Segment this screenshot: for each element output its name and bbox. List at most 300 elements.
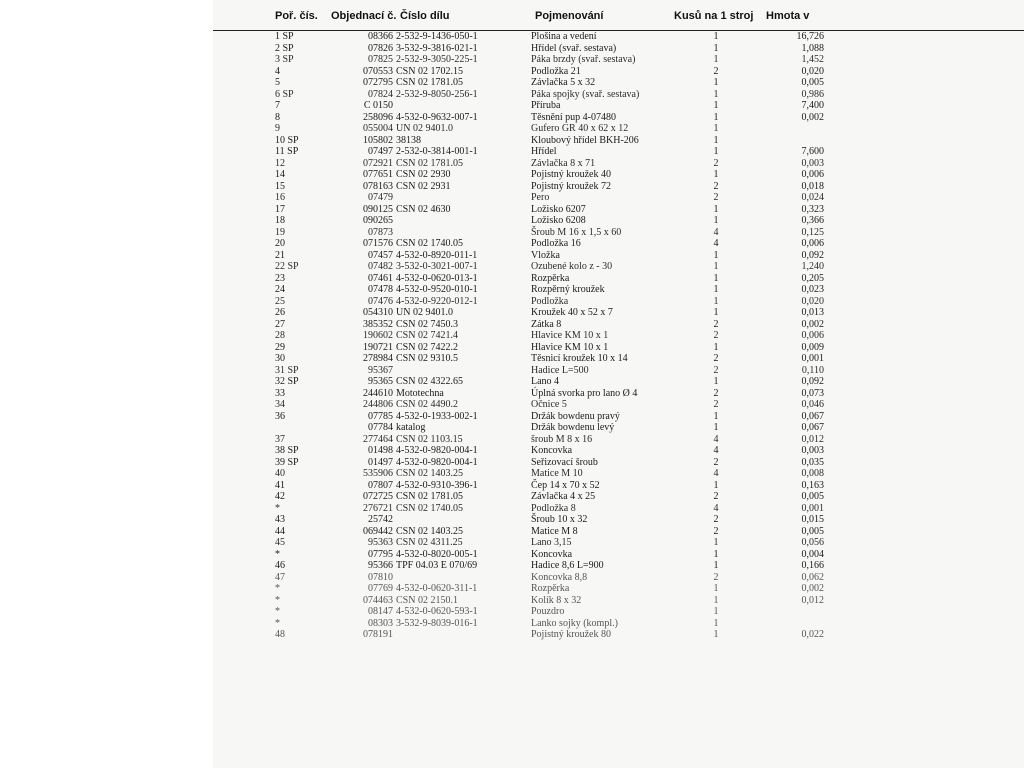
table-row [213, 273, 1024, 285]
cell-pojmenovani: Hlavice KM 10 x 1 [531, 330, 609, 341]
cell-kusu: 2 [713, 65, 719, 77]
table-row [213, 537, 1024, 549]
cell-pojmenovani: Kolík 8 x 32 [531, 594, 582, 606]
cell-cislo-dilu: 4-532-0-0620-593-1 [396, 606, 478, 617]
cell-kusu: 1 [713, 249, 719, 261]
cell-pojmenovani: Ložisko 6207 [531, 203, 586, 215]
cell-kusu: 1 [713, 341, 719, 353]
cell-kusu: 1 [713, 617, 719, 629]
table-row [213, 422, 1024, 434]
cell-por-cis: 34 [275, 399, 285, 410]
cell-por-cis: 16 [275, 192, 285, 203]
cell-hmota: 0,005 [801, 77, 824, 88]
cell-objednaci: 08303 [368, 617, 393, 629]
cell-cislo-dilu: CSN 02 4322.65 [396, 376, 463, 387]
cell-objednaci: 535906 [363, 468, 393, 479]
cell-pojmenovani: Podložka 16 [531, 238, 581, 249]
cell-pojmenovani: Čep 14 x 70 x 52 [531, 479, 600, 491]
cell-objednaci: 01498 [368, 445, 393, 456]
cell-pojmenovani: Vložka [531, 249, 560, 261]
cell-kusu: 1 [713, 272, 719, 284]
cell-cislo-dilu: 4-532-0-9820-004-1 [396, 456, 478, 468]
cell-pojmenovani: Rozpěrka [531, 583, 570, 594]
cell-hmota: 0,003 [801, 157, 824, 169]
cell-hmota: 0,006 [801, 238, 824, 249]
cell-cislo-dilu: 38138 [396, 134, 421, 146]
cell-hmota: 16,726 [796, 31, 824, 42]
cell-pojmenovani: Šroub 10 x 32 [531, 514, 588, 525]
cell-por-cis: 41 [275, 479, 285, 491]
cell-pojmenovani: Hadice 8,6 L=900 [531, 560, 604, 571]
table-row [213, 54, 1024, 66]
cell-cislo-dilu: CSN 02 9310.5 [396, 353, 458, 364]
table-row [213, 445, 1024, 457]
cell-por-cis: * [275, 617, 280, 629]
cell-objednaci: 105802 [363, 134, 393, 146]
cell-hmota: 0,163 [801, 479, 824, 491]
cell-por-cis: 23 [275, 272, 285, 284]
cell-por-cis: 30 [275, 353, 285, 364]
table-row [213, 434, 1024, 446]
cell-cislo-dilu: 4-532-0-9632-007-1 [396, 111, 478, 123]
cell-kusu: 2 [713, 157, 719, 169]
table-row [213, 388, 1024, 400]
cell-cislo-dilu: 4-532-0-9220-012-1 [396, 295, 478, 307]
cell-cislo-dilu: CSN 02 1740.05 [396, 502, 463, 514]
cell-cislo-dilu: CSN 02 7422.2 [396, 341, 458, 353]
cell-cislo-dilu: CSN 02 4311.25 [396, 537, 463, 548]
cell-hmota: 0,006 [801, 330, 824, 341]
cell-hmota: 0,002 [801, 318, 824, 330]
cell-por-cis: 1 SP [275, 31, 294, 42]
cell-por-cis: 19 [275, 226, 285, 238]
cell-por-cis: 7 [275, 100, 280, 111]
table-row [213, 112, 1024, 124]
cell-pojmenovani: Koncovka [531, 445, 573, 456]
cell-kusu: 1 [713, 88, 719, 100]
table-row [213, 353, 1024, 365]
cell-cislo-dilu: CSN 02 7450.3 [396, 318, 458, 330]
cell-kusu: 1 [713, 560, 719, 571]
cell-por-cis: * [275, 594, 280, 606]
table-header [213, 0, 1024, 31]
cell-cislo-dilu: 4-532-0-1933-002-1 [396, 410, 478, 422]
cell-por-cis: 18 [275, 215, 285, 226]
cell-cislo-dilu: CSN 02 1740.05 [396, 238, 463, 249]
cell-por-cis: * [275, 583, 280, 594]
cell-cislo-dilu: 3-532-0-3021-007-1 [396, 261, 478, 272]
cell-hmota: 0,067 [801, 410, 824, 422]
cell-hmota: 0,004 [801, 548, 824, 560]
cell-objednaci: 07784 [368, 422, 393, 433]
cell-cislo-dilu: CSN 02 4630 [396, 203, 451, 215]
parts-list-sheet [213, 0, 1024, 768]
cell-objednaci: 277464 [363, 433, 393, 445]
table-row [213, 399, 1024, 411]
cell-hmota: 0,002 [801, 111, 824, 123]
cell-pojmenovani: Závlačka 4 x 25 [531, 491, 596, 502]
cell-objednaci: 08366 [368, 31, 393, 42]
cell-kusu: 2 [713, 353, 719, 364]
cell-hmota: 0,020 [801, 295, 824, 307]
cell-objednaci: 190721 [363, 341, 393, 353]
cell-cislo-dilu: 4-532-0-9310-396-1 [396, 479, 478, 491]
cell-objednaci: 071576 [363, 238, 393, 249]
cell-objednaci: 244610 [363, 387, 393, 399]
table-row [213, 491, 1024, 503]
cell-por-cis: 14 [275, 169, 285, 180]
cell-kusu: 1 [713, 307, 719, 318]
cell-cislo-dilu: 2-532-9-3050-225-1 [396, 54, 478, 65]
cell-pojmenovani: Očnice 5 [531, 399, 567, 410]
cell-hmota: 0,005 [801, 491, 824, 502]
cell-cislo-dilu: CSN 02 4490.2 [396, 399, 458, 410]
table-row [213, 307, 1024, 319]
cell-kusu: 1 [713, 422, 719, 433]
table-row [213, 457, 1024, 469]
cell-objednaci: 08147 [368, 606, 393, 617]
cell-objednaci: 25742 [368, 514, 393, 525]
cell-kusu: 2 [713, 364, 719, 376]
cell-pojmenovani: Pouzdro [531, 606, 565, 617]
cell-objednaci: 07457 [368, 249, 393, 261]
cell-pojmenovani: Matice M 10 [531, 468, 583, 479]
cell-pojmenovani: Rozpěrný kroužek [531, 284, 605, 295]
table-row [213, 158, 1024, 170]
table-row [213, 583, 1024, 595]
cell-pojmenovani: Lano 4 [531, 376, 560, 387]
cell-kusu: 2 [713, 525, 719, 537]
cell-hmota: 0,008 [801, 468, 824, 479]
cell-kusu: 4 [713, 238, 719, 249]
cell-objednaci: 278984 [363, 353, 393, 364]
table-row [213, 238, 1024, 250]
table-row [213, 146, 1024, 158]
cell-cislo-dilu: CSN 02 2931 [396, 180, 451, 192]
table-row [213, 284, 1024, 296]
cell-kusu: 1 [713, 594, 719, 606]
cell-hmota: 0,035 [801, 456, 824, 468]
cell-objednaci: 078191 [363, 629, 393, 640]
cell-objednaci: 077651 [363, 169, 393, 180]
table-row [213, 514, 1024, 526]
cell-hmota: 1,088 [801, 42, 824, 54]
cell-por-cis: 6 SP [275, 88, 294, 100]
cell-objednaci: 07482 [368, 261, 393, 272]
table-row [213, 595, 1024, 607]
cell-kusu: 1 [713, 54, 719, 65]
cell-kusu: 1 [713, 203, 719, 215]
header-por-cis: Poř. čís. [275, 10, 318, 22]
cell-objednaci: 07769 [368, 583, 393, 594]
table-row [213, 227, 1024, 239]
cell-objednaci: 07807 [368, 479, 393, 491]
cell-hmota: 0,006 [801, 169, 824, 180]
cell-hmota: 0,056 [801, 537, 824, 548]
cell-cislo-dilu: 2-532-0-3814-001-1 [396, 146, 478, 157]
cell-kusu: 1 [713, 134, 719, 146]
cell-pojmenovani: Příruba [531, 100, 561, 111]
cell-objednaci: 276721 [363, 502, 393, 514]
cell-por-cis: 25 [275, 295, 285, 307]
cell-pojmenovani: Podložka 21 [531, 65, 581, 77]
table-row [213, 215, 1024, 227]
cell-objednaci: 190602 [363, 330, 393, 341]
cell-kusu: 4 [713, 468, 719, 479]
cell-kusu: 1 [713, 284, 719, 295]
table-row [213, 376, 1024, 388]
cell-hmota: 0,022 [801, 629, 824, 640]
cell-cislo-dilu: 3-532-9-8039-016-1 [396, 617, 478, 629]
cell-cislo-dilu: 4-532-0-9520-010-1 [396, 284, 478, 295]
table-row [213, 77, 1024, 89]
cell-cislo-dilu: CSN 02 2930 [396, 169, 451, 180]
cell-objednaci: 07461 [368, 272, 393, 284]
cell-pojmenovani: Těsnění pup 4-07480 [531, 111, 616, 123]
table-row [213, 618, 1024, 630]
table-row [213, 342, 1024, 354]
cell-kusu: 1 [713, 261, 719, 272]
table-row [213, 629, 1024, 641]
table-row [213, 250, 1024, 262]
cell-kusu: 2 [713, 491, 719, 502]
cell-por-cis: * [275, 606, 280, 617]
table-body [213, 31, 1024, 641]
cell-hmota: 0,024 [801, 192, 824, 203]
cell-hmota: 7,600 [801, 146, 824, 157]
cell-pojmenovani: Lanko sojky (kompl.) [531, 617, 618, 629]
cell-pojmenovani: Kroužek 40 x 52 x 7 [531, 307, 613, 318]
cell-por-cis: 44 [275, 525, 285, 537]
cell-objednaci: 07810 [368, 571, 393, 583]
cell-por-cis: 47 [275, 571, 285, 583]
table-row [213, 66, 1024, 78]
cell-hmota: 0,205 [801, 272, 824, 284]
cell-cislo-dilu: 4-532-0-0620-311-1 [396, 583, 478, 594]
cell-objednaci: 07824 [368, 88, 393, 100]
cell-pojmenovani: Hadice L=500 [531, 364, 589, 376]
table-row [213, 606, 1024, 618]
cell-por-cis: 15 [275, 180, 285, 192]
cell-kusu: 1 [713, 215, 719, 226]
table-row [213, 365, 1024, 377]
cell-hmota: 0,092 [801, 249, 824, 261]
cell-kusu: 1 [713, 77, 719, 88]
cell-kusu: 1 [713, 111, 719, 123]
cell-hmota: 0,012 [801, 433, 824, 445]
cell-hmota: 0,003 [801, 445, 824, 456]
cell-kusu: 1 [713, 479, 719, 491]
cell-pojmenovani: Koncovka 8,8 [531, 571, 588, 583]
cell-kusu: 1 [713, 100, 719, 111]
cell-por-cis: 11 SP [275, 146, 299, 157]
cell-pojmenovani: Ozubené kolo z - 30 [531, 261, 613, 272]
cell-kusu: 4 [713, 226, 719, 238]
cell-objednaci: 95363 [368, 537, 393, 548]
cell-por-cis: 4 [275, 65, 280, 77]
cell-kusu: 1 [713, 606, 719, 617]
cell-pojmenovani: Plošina a vedení [531, 31, 597, 42]
cell-cislo-dilu: 4-532-0-9820-004-1 [396, 445, 478, 456]
cell-por-cis: 45 [275, 537, 285, 548]
cell-hmota: 1,240 [801, 261, 824, 272]
table-row [213, 296, 1024, 308]
cell-pojmenovani: Podložka 8 [531, 502, 576, 514]
cell-por-cis: * [275, 548, 280, 560]
cell-objednaci: 090125 [363, 203, 393, 215]
cell-pojmenovani: Páka brzdy (svař. sestava) [531, 54, 636, 65]
cell-hmota: 0,001 [801, 502, 824, 514]
cell-cislo-dilu: CSN 02 1103.15 [396, 433, 463, 445]
cell-hmota: 0,015 [801, 514, 824, 525]
cell-pojmenovani: Pojistný kroužek 80 [531, 629, 611, 640]
cell-por-cis: 39 SP [275, 456, 299, 468]
cell-objednaci: 072921 [363, 157, 393, 169]
cell-cislo-dilu: 4-532-0-8020-005-1 [396, 548, 478, 560]
cell-hmota: 0,125 [801, 226, 824, 238]
cell-kusu: 1 [713, 410, 719, 422]
cell-por-cis: 10 SP [275, 134, 299, 146]
cell-cislo-dilu: CSN 02 7421.4 [396, 330, 458, 341]
cell-por-cis: 43 [275, 514, 285, 525]
cell-por-cis: * [275, 502, 280, 514]
cell-objednaci: C 0150 [363, 100, 393, 111]
table-row [213, 480, 1024, 492]
cell-kusu: 1 [713, 42, 719, 54]
cell-objednaci: 07479 [368, 192, 393, 203]
cell-objednaci: 055004 [363, 123, 393, 134]
cell-pojmenovani: Ložisko 6208 [531, 215, 586, 226]
cell-cislo-dilu: CSN 02 1702.15 [396, 65, 463, 77]
cell-cislo-dilu: CSN 02 1781.05 [396, 77, 463, 88]
cell-hmota: 0,062 [801, 571, 824, 583]
cell-kusu: 2 [713, 456, 719, 468]
cell-hmota: 0,067 [801, 422, 824, 433]
cell-objednaci: 090265 [363, 215, 393, 226]
cell-objednaci: 072725 [363, 491, 393, 502]
cell-kusu: 2 [713, 192, 719, 203]
table-row [213, 123, 1024, 135]
cell-objednaci: 07478 [368, 284, 393, 295]
cell-pojmenovani: Matice M 8 [531, 525, 578, 537]
table-row [213, 169, 1024, 181]
cell-kusu: 1 [713, 548, 719, 560]
header-hmota: Hmota v [766, 10, 810, 22]
cell-hmota: 0,110 [801, 364, 824, 376]
cell-kusu: 1 [713, 123, 719, 134]
cell-objednaci: 069442 [363, 525, 393, 537]
table-row [213, 572, 1024, 584]
cell-cislo-dilu: TPF 04.03 E 070/69 [396, 560, 478, 571]
cell-hmota: 0,009 [801, 341, 824, 353]
cell-por-cis: 46 [275, 560, 285, 571]
cell-objednaci: 07826 [368, 42, 393, 54]
table-row [213, 261, 1024, 273]
table-row [213, 43, 1024, 55]
cell-objednaci: 95367 [368, 364, 393, 376]
cell-por-cis: 12 [275, 157, 285, 169]
header-cislo-dilu: Číslo dílu [400, 10, 450, 22]
cell-por-cis: 28 [275, 330, 285, 341]
cell-pojmenovani: Podložka [531, 295, 569, 307]
cell-objednaci: 074463 [363, 594, 393, 606]
cell-hmota: 0,092 [801, 376, 824, 387]
cell-kusu: 4 [713, 502, 719, 514]
table-row [213, 411, 1024, 423]
cell-cislo-dilu: katalog [396, 422, 426, 433]
cell-hmota: 0,020 [801, 65, 824, 77]
cell-pojmenovani: Koncovka [531, 548, 573, 560]
cell-por-cis: 9 [275, 123, 280, 134]
cell-por-cis: 40 [275, 468, 285, 479]
cell-objednaci: 244806 [363, 399, 393, 410]
cell-hmota: 0,986 [801, 88, 824, 100]
cell-objednaci: 072795 [363, 77, 393, 88]
cell-hmota: 0,023 [801, 284, 824, 295]
cell-pojmenovani: Rozpěrka [531, 272, 570, 284]
table-row [213, 89, 1024, 101]
cell-por-cis: 3 SP [275, 54, 294, 65]
cell-pojmenovani: Hlavice KM 10 x 1 [531, 341, 609, 353]
cell-por-cis: 21 [275, 249, 285, 261]
cell-por-cis: 32 SP [275, 376, 299, 387]
cell-hmota: 0,002 [801, 583, 824, 594]
cell-pojmenovani: Pojistný kroužek 40 [531, 169, 611, 180]
table-row [213, 31, 1024, 43]
cell-cislo-dilu: CSN 02 2150.1 [396, 594, 458, 606]
table-row [213, 192, 1024, 204]
cell-por-cis: 24 [275, 284, 285, 295]
cell-kusu: 2 [713, 387, 719, 399]
cell-hmota: 0,366 [801, 215, 824, 226]
cell-pojmenovani: Držák bowdenu pravý [531, 410, 620, 422]
cell-kusu: 1 [713, 31, 719, 42]
cell-kusu: 4 [713, 433, 719, 445]
cell-pojmenovani: Kloubový hřídel BKH-206 [531, 134, 639, 146]
cell-pojmenovani: Pero [531, 192, 550, 203]
table-row [213, 503, 1024, 515]
cell-objednaci: 95366 [368, 560, 393, 571]
cell-pojmenovani: Lano 3,15 [531, 537, 572, 548]
cell-por-cis: 22 SP [275, 261, 299, 272]
cell-objednaci: 95365 [368, 376, 393, 387]
cell-objednaci: 070553 [363, 65, 393, 77]
header-kusu: Kusů na 1 stroj [674, 10, 754, 22]
cell-pojmenovani: Úplná svorka pro lano Ø 4 [531, 387, 638, 399]
cell-kusu: 1 [713, 295, 719, 307]
cell-pojmenovani: Páka spojky (svař. sestava) [531, 88, 640, 100]
cell-objednaci: 07497 [368, 146, 393, 157]
cell-kusu: 1 [713, 629, 719, 640]
cell-por-cis: 27 [275, 318, 285, 330]
cell-por-cis: 36 [275, 410, 285, 422]
cell-por-cis: 17 [275, 203, 285, 215]
cell-hmota: 1,452 [801, 54, 824, 65]
table-row [213, 526, 1024, 538]
cell-kusu: 2 [713, 330, 719, 341]
table-row [213, 181, 1024, 193]
cell-kusu: 1 [713, 583, 719, 594]
header-objednaci: Objednací č. [331, 10, 397, 22]
cell-pojmenovani: Pojistný kroužek 72 [531, 180, 611, 192]
cell-por-cis: 42 [275, 491, 285, 502]
cell-cislo-dilu: 2-532-9-8050-256-1 [396, 88, 478, 100]
cell-cislo-dilu: CSN 02 1781.05 [396, 491, 463, 502]
table-row [213, 319, 1024, 331]
cell-pojmenovani: šroub M 8 x 16 [531, 433, 593, 445]
cell-hmota: 0,012 [801, 594, 824, 606]
cell-hmota: 0,005 [801, 525, 824, 537]
